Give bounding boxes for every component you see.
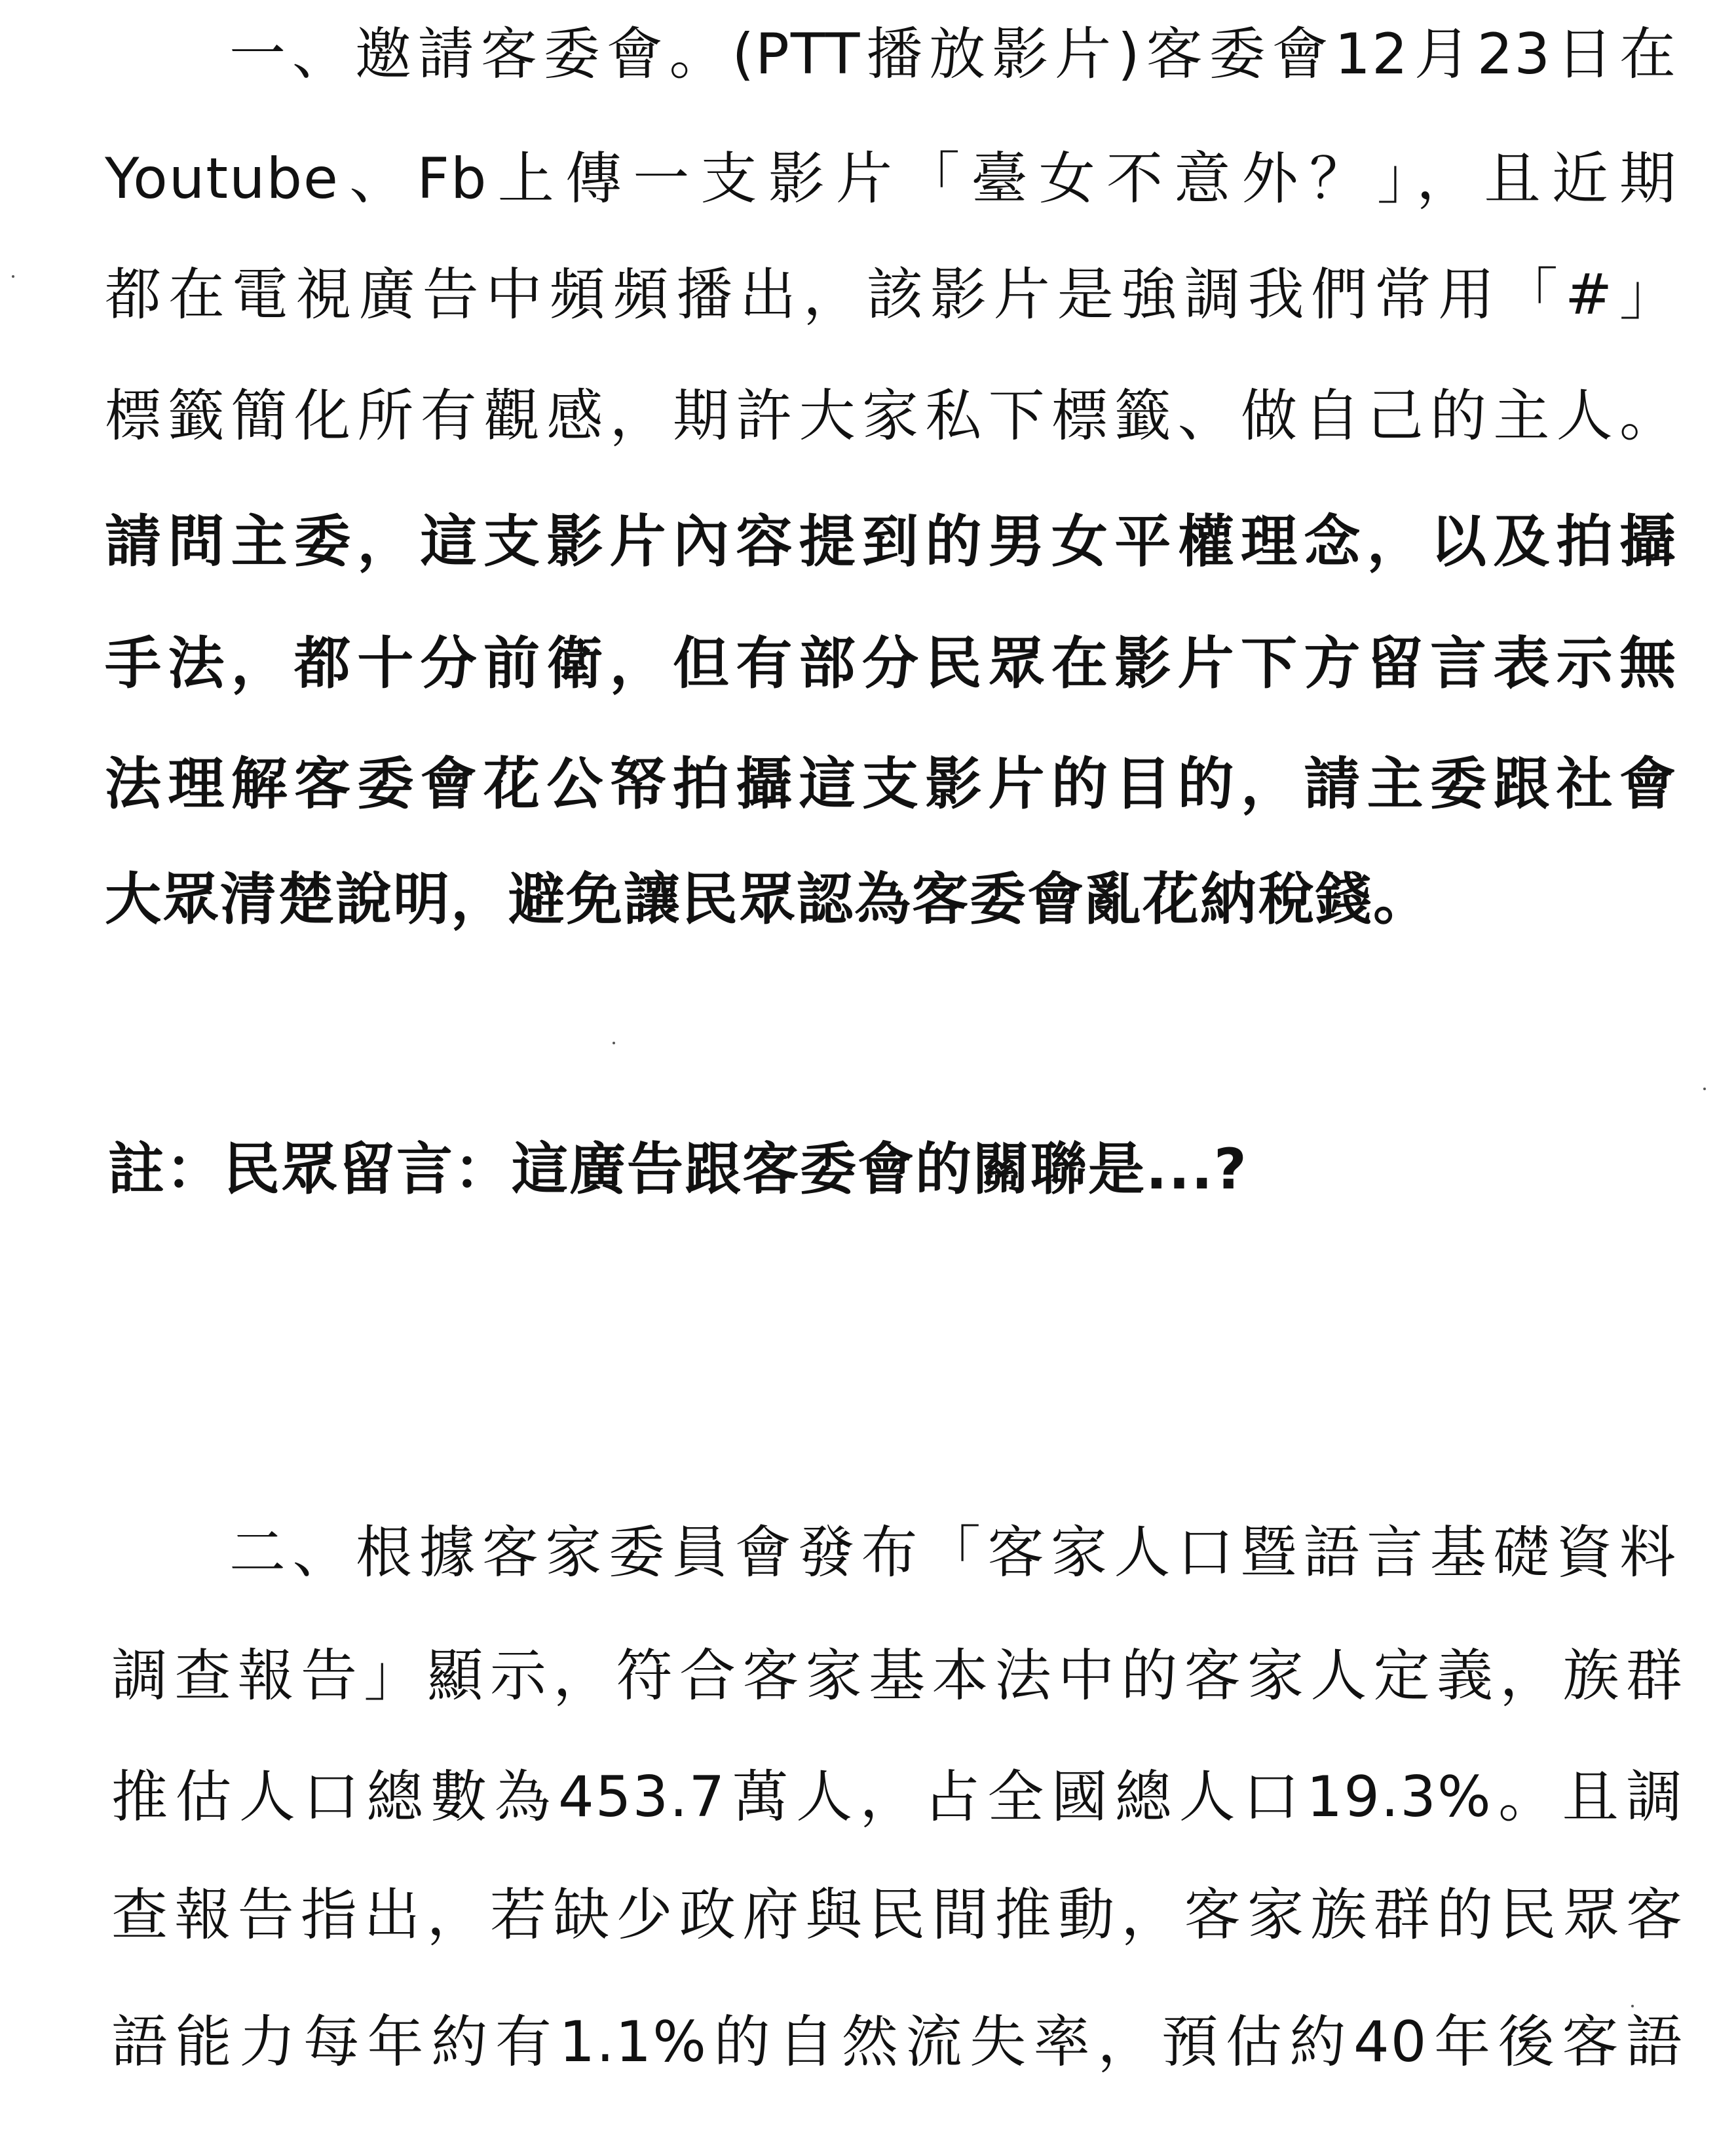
scan-speck xyxy=(1703,1088,1706,1090)
scan-speck xyxy=(1631,2005,1634,2007)
section2-line-2: 調查報告」顯示，符合客家基本法中的客家人定義，族群 xyxy=(111,1643,1684,1709)
question-line-2: 手法，都十分前衛，但有部分民眾在影片下方留言表示無 xyxy=(105,631,1677,696)
question-line-1: 請問主委，這支影片內容提到的男女平權理念，以及拍攝 xyxy=(105,509,1677,575)
scan-speck xyxy=(613,1042,615,1044)
section2-line-4: 查報告指出，若缺少政府與民間推動，客家族群的民眾客 xyxy=(111,1882,1684,1948)
question-line-3: 法理解客委會花公帑拍攝這支影片的目的，請主委跟社會 xyxy=(105,751,1677,817)
note-line: 註：民眾留言：這廣告跟客委會的關聯是...? xyxy=(108,1137,1248,1202)
section1-line-3: 都在電視廣告中頻頻播出，該影片是強調我們常用「#」 xyxy=(105,262,1677,328)
section1-line-4: 標籤簡化所有觀感，期許大家私下標籤、做自己的主人。 xyxy=(105,383,1677,449)
scan-speck xyxy=(12,275,14,278)
section1-line-1: 一、邀請客委會。(PTT播放影片)客委會12月23日在 xyxy=(229,22,1677,87)
section2-line-5: 語能力每年約有1.1%的自然流失率，預估約40年後客語 xyxy=(111,2009,1684,2075)
section2-line-3: 推估人口總數為453.7萬人，占全國總人口19.3%。且調 xyxy=(111,1764,1684,1830)
section1-line-2: Youtube、Fb上傳一支影片「臺女不意外？」，且近期 xyxy=(105,146,1677,212)
question-line-4: 大眾清楚說明，避免讓民眾認為客委會亂花納稅錢。 xyxy=(105,867,1431,932)
section2-line-1: 二、根據客家委員會發布「客家人口暨語言基礎資料 xyxy=(229,1520,1677,1585)
